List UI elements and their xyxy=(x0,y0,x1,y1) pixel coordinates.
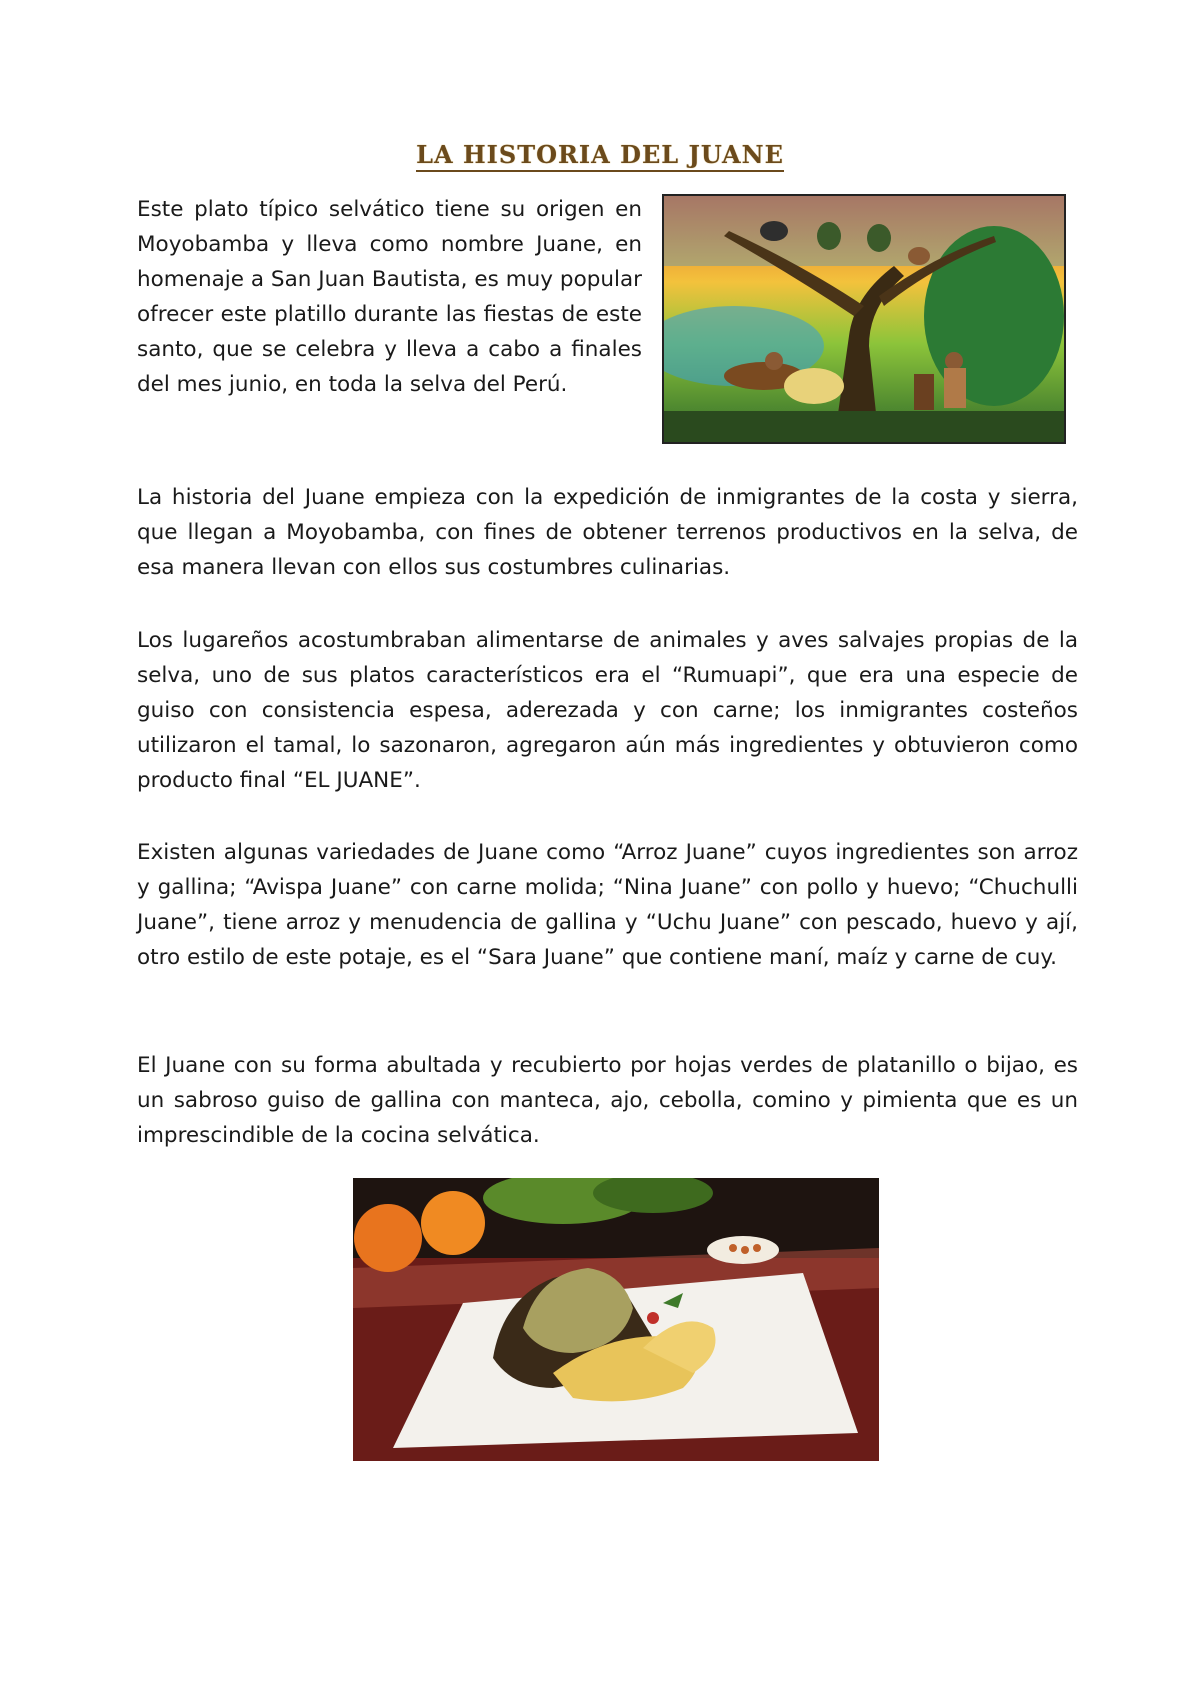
jungle-tree-painting xyxy=(662,194,1066,444)
paragraph-locals: Los lugareños acostumbraban alimentarse de animales y aves salvajes propias de la selva, uno de sus platos característicos era el “Rumuapi”, que era una especie de guiso con consistencia espesa, aderezada y con carne; los inmigrantes costeños utilizaron el tamal, lo sazonaron, agregaron aún más ingredientes y obtuvieron como producto final “EL JUANE”. xyxy=(137,628,1078,793)
juane-dish-photo xyxy=(353,1178,879,1461)
page-title-text: LA HISTORIA DEL JUANE xyxy=(416,140,784,172)
paragraph-history: La historia del Juane empieza con la expedición de inmigrantes de la costa y sierra, que llegan a Moyobamba, con fines de obtener terrenos productivos en la selva, de esa manera llevan con ellos sus costumbres culinarias. xyxy=(137,485,1078,580)
page-title xyxy=(0,140,1200,169)
paragraph-description: El Juane con su forma abultada y recubierto por hojas verdes de platanillo o bijao, es un sabroso guiso de gallina con manteca, ajo, cebolla, comino y pimienta que es un imprescindible de la cocina selvática. xyxy=(137,1053,1078,1148)
paragraph-varieties: Existen algunas variedades de Juane como “Arroz Juane” cuyos ingredientes son arroz y gallina; “Avispa Juane” con carne molida; “Nina Juane” con pollo y huevo; “Chuchulli Juane”, tiene arroz y menudencia de gallina y “Uchu Juane” con pescado, huevo y ají, otro estilo de este potaje, es el “Sara Juane” que contiene maní, maíz y carne de cuy. xyxy=(137,840,1078,970)
paragraph-origin: Este plato típico selvático tiene su origen en Moyobamba y lleva como nombre Juane, en homenaje a San Juan Bautista, es muy popular ofrecer este platillo durante las fiestas de este santo, que se celebra y lleva a cabo a finales del mes junio, en toda la selva del Perú. xyxy=(137,197,642,397)
